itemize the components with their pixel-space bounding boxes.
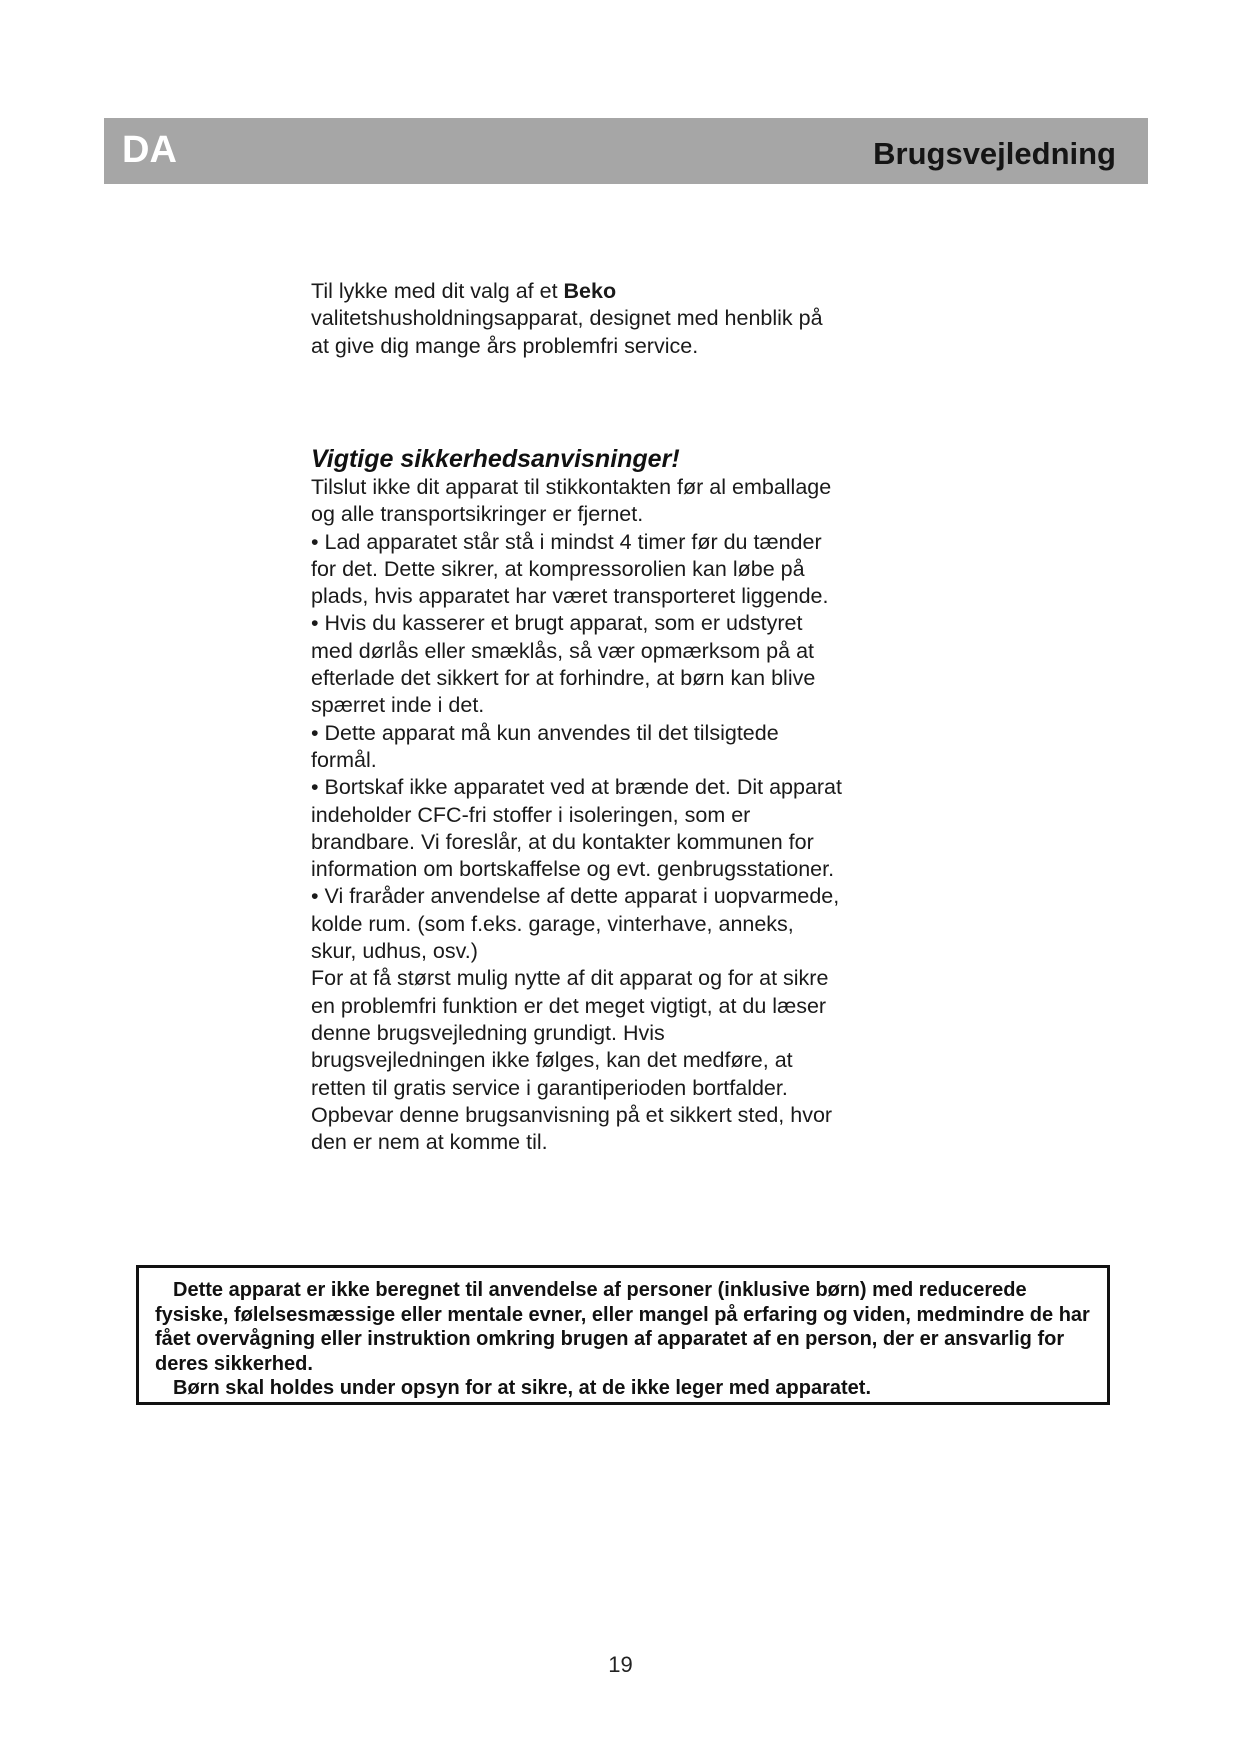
safety-line: med dørlås eller smæklås, så vær opmærksom på at xyxy=(311,638,815,663)
safety-line: For at få størst mulig nytte af dit apparat og for at sikre xyxy=(311,966,829,991)
safety-line: Opbevar denne brugsanvisning på et sikkert sted, hvor xyxy=(311,1102,833,1127)
intro-prefix: Til lykke med dit valg af et xyxy=(311,279,564,303)
notice-paragraph-1: Dette apparat er ikke beregnet til anvendelse af personer (inklusive børn) med reducerede fysiske, følelsesmæssige eller mentale evner, eller mangel på erfaring og viden, medmindre de har fået overvågning eller instruktion omkring brugen af apparatet af en person, der er ansvarlig for deres sikkerhed. xyxy=(155,1279,1090,1375)
safety-line: brandbare. Vi foreslår, at du kontakter kommunen for xyxy=(311,829,814,854)
safety-section xyxy=(311,444,931,1156)
safety-line: spærret inde i det. xyxy=(311,693,485,718)
safety-line: plads, hvis apparatet har været transporteret liggende. xyxy=(311,584,829,609)
safety-line: efterlade det sikkert for at forhindre, at børn kan blive xyxy=(311,666,816,691)
header-bar xyxy=(104,118,1148,184)
safety-line: • Vi fraråder anvendelse af dette apparat i uopvarmede, xyxy=(311,884,840,909)
safety-line: for det. Dette sikrer, at kompressorolien kan løbe på xyxy=(311,556,805,581)
intro-line-1 xyxy=(311,278,931,305)
safety-line: og alle transportsikringer er fjernet. xyxy=(311,502,644,527)
safety-line: indeholder CFC-fri stoffer i isoleringen, som er xyxy=(311,802,751,827)
safety-line: den er nem at komme til. xyxy=(311,1130,548,1155)
safety-heading: Vigtige sikkerhedsanvisninger! xyxy=(311,445,680,473)
safety-line: kolde rum. (som f.eks. garage, vinterhave, anneks, xyxy=(311,911,794,936)
safety-line: • Dette apparat må kun anvendes til det tilsigtede xyxy=(311,720,779,745)
safety-line: Tilslut ikke dit apparat til stikkontakten før al emballage xyxy=(311,475,832,499)
brand-name: Beko xyxy=(563,279,617,303)
warning-notice-box xyxy=(136,1265,1110,1405)
page-number: 19 xyxy=(608,1652,633,1677)
safety-line: formål. xyxy=(311,747,377,772)
intro-section xyxy=(311,278,931,360)
safety-line: denne brugsvejledning grundigt. Hvis xyxy=(311,1020,665,1045)
notice-paragraph-2: Børn skal holdes under opsyn for at sikre, at de ikke leger med apparatet. xyxy=(173,1377,871,1399)
safety-line: • Lad apparatet står stå i mindst 4 timer før du tænder xyxy=(311,529,822,554)
safety-line: • Hvis du kasserer et brugt apparat, som er udstyret xyxy=(311,611,803,636)
safety-line: brugsvejledningen ikke følges, kan det medføre, at xyxy=(311,1048,793,1073)
safety-line: information om bortskaffelse og evt. genbrugsstationer. xyxy=(311,857,835,882)
page-title: Brugsvejledning xyxy=(873,136,1116,171)
language-code: DA xyxy=(122,129,177,171)
safety-line: • Bortskaf ikke apparatet ved at brænde det. Dit apparat xyxy=(311,775,842,800)
intro-line-3: at give dig mange års problemfri service. xyxy=(311,333,699,358)
safety-line: en problemfri funktion er det meget vigtigt, at du læser xyxy=(311,993,827,1018)
safety-line: skur, udhus, osv.) xyxy=(311,939,478,964)
intro-line-2: valitetshusholdningsapparat, designet med henblik på xyxy=(311,306,823,331)
safety-line: retten til gratis service i garantiperioden bortfalder. xyxy=(311,1075,788,1100)
safety-text xyxy=(311,474,931,1156)
